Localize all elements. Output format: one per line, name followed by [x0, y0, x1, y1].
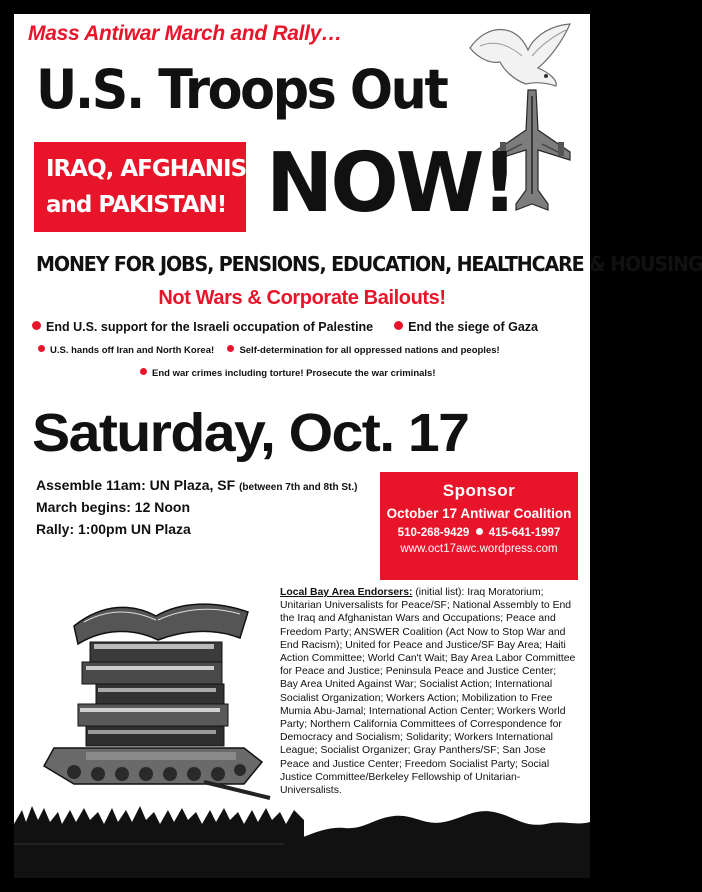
demand-row-3	[140, 368, 436, 379]
demand-item: Self-determination for all oppressed nations and peoples!	[239, 345, 500, 356]
poster-panel	[14, 14, 702, 878]
stacked-books-on-tank-icon	[34, 582, 274, 832]
bullet-icon	[32, 321, 41, 330]
bullet-icon	[476, 528, 483, 535]
now-heading: NOW!	[266, 136, 516, 231]
phone-2: 415-641-1997	[488, 527, 561, 539]
bullet-icon	[394, 321, 403, 330]
event-date: Saturday, Oct. 17	[32, 403, 469, 463]
sponsor-phones	[380, 527, 578, 539]
grass-silhouette-icon	[14, 804, 304, 878]
demand-item: End the siege of Gaza	[408, 320, 538, 334]
march-line: March begins: 12 Noon	[36, 499, 191, 515]
bullet-icon	[227, 345, 234, 352]
rally-line: Rally: 1:00pm UN Plaza	[36, 521, 191, 537]
sponsor-name: October 17 Antiwar Coalition	[386, 506, 572, 521]
not-wars-slogan: Not Wars & Corporate Bailouts!	[158, 287, 446, 309]
demand-item: End U.S. support for the Israeli occupation of Palestine	[46, 320, 374, 334]
sponsor-heading: Sponsor	[442, 481, 516, 500]
sponsor-website: www.oct17awc.wordpress.com	[400, 543, 558, 555]
hills-silhouette-icon	[284, 804, 590, 878]
demand-item: U.S. hands off Iran and North Korea!	[50, 345, 215, 356]
demand-row-1	[32, 320, 538, 334]
demand-item: End war crimes including torture! Prosecute the war criminals!	[152, 368, 436, 379]
poster-headline: U.S. Troops Out	[36, 58, 447, 121]
endorsers-text: (initial list): Iraq Moratorium; Unitarian Universalists for Peace/SF; National Assembly to End the Iraq and Afghanistan Wars and Occupations; Peace and Freedom Party; ANSWER Coalition (Act Now to Stop War and End Racism); United for Peace and Justice/SF Bay Area; Haiti Action Committee; World Can't Wait; Bay Area Labor Committee for Peace and Justice; Peninsula Peace and Justice Center; Bay Area United Against War; Socialist Action; International Socialist Organization; Workers Action; Mobilization to Free Mumia Abu-Jamal; International Action Center; Workers World Party; Northern California Committees of Correspondence for Democracy and Socialism; Solidarity; Workers International League; Socialist Organizer; Gray Panthers/SF; San Jose Peace and Justice Center; Freedom Socialist Party; Social Justice Committee/Berkeley Fellowship of Unitarian-Universalists.	[280, 587, 576, 797]
endorsers-list	[280, 586, 576, 797]
countries-line-2: and PAKISTAN!	[46, 192, 227, 218]
countries-line-1: IRAQ, AFGHANISTAN	[46, 156, 295, 182]
sponsor-box	[380, 472, 578, 580]
countries-banner	[34, 142, 295, 232]
assemble-text: Assemble 11am: UN Plaza, SF	[36, 477, 236, 493]
phone-1: 510-268-9429	[397, 527, 470, 539]
assemble-note: (between 7th and 8th St.)	[239, 482, 358, 493]
endorsers-heading: Local Bay Area Endorsers:	[280, 587, 413, 598]
bullet-icon	[140, 368, 147, 375]
demand-row-2	[38, 345, 500, 356]
assemble-line	[36, 477, 357, 493]
poster-tagline: Mass Antiwar March and Rally…	[28, 22, 342, 45]
money-slogan: MONEY FOR JOBS, PENSIONS, EDUCATION, HEALTHCARE & HOUSING	[36, 252, 702, 276]
bullet-icon	[38, 345, 45, 352]
